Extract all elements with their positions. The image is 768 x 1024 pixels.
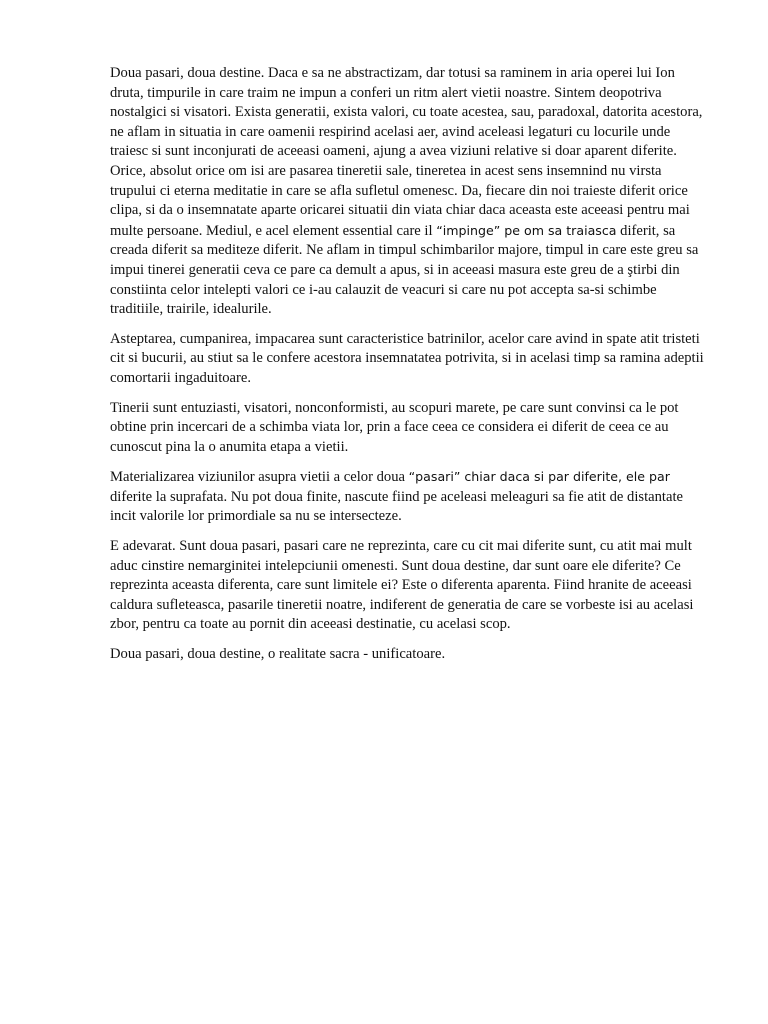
paragraph-4-text-b: “pasari” chiar daca si par diferite, ele par [408,469,670,485]
paragraph-5: E adevarat. Sunt doua pasari, pasari care ne reprezinta, care cu cit mai diferite sunt, cu atit mai mult aduc cinstire nemarginitei intelepciunii omenesti. Sunt doua destine, dar sunt oare ele diferite? Ce reprezinta aceasta diferenta, care sunt limitele ei? Este o diferenta aparenta. Fiind hranite de aceeasi caldura sufleteasca, pasarile tineretii noatre, indiferent de generatia de care se vorbeste isi au acelasi zbor, pentru ca toate au pornit din aceeasi destinatie, cu acelasi scop. [110,538,694,633]
paragraph-1-text-c: diferit, sa creada diferit sa mediteze diferit. Ne aflam in timpul schimbarilor majore, timpul in care este greu sa impui tinerei generatii ceva ce pare ca demult a apus, si in aceeasi masura este greu de a ştirbi din constiinta celor intelepti valori ce i-au calauzit de veacuri si care nu pot accepta sa-si schimbe traditiile, trairile, idealurile. [110,222,699,318]
document-body [110,64,710,675]
paragraph-1 [110,64,710,320]
paragraph-4-text-a: Materializarea viziunilor asupra vietii a celor doua [110,469,409,486]
paragraph-2: Asteptarea, cumpanirea, impacarea sunt caracteristice batrinilor, acelor care avind in spate atit tristeti cit si bucurii, au stiut sa le confere acestora insemnatatea potrivita, si in acelasi timp sa ramina adeptii comortarii ingaduitoare. [110,330,704,386]
paragraph-6: Doua pasari, doua destine, o realitate sacra - unificatoare. [110,646,446,663]
paragraph-3: Tinerii sunt entuziasti, visatori, nonconformisti, au scopuri marete, pe care sunt convinsi ca le pot obtine prin incercari de a schimba viata lor, prin a face ceea ce considera ei diferit de ceea ce au cunoscut pina la o anumita etapa a vietii. [110,399,679,455]
paragraph-4-text-c: diferite la suprafata. Nu pot doua finite, nascute fiind pe aceleasi meleaguri sa fie atit de distantate incit valorile lor primordiale sa nu se intersecteze. [110,488,683,525]
paragraph-1-text-b: “impinge” pe om sa traiasca [436,222,617,238]
paragraph-4 [110,467,710,527]
paragraph-1-text-a: Doua pasari, doua destine. Daca e sa ne abstractizam, dar totusi sa raminem in aria operei lui Ion druta, timpurile in care traim ne impun a conferi un ritm alert vietii noastre. Sintem deopotriva nostalgici si visatori. Exista generatii, exista valori, cu toate acestea, sau, paradoxal, datorita acestora, ne aflam in situatia in care oamenii respirind acelasi aer, avind aceleasi legaturi cu locurile unde traiesc si sunt inconjurati de aceeasi oameni, ajung a avea viziuni relative si doar aparent diferite. Orice, absolut orice om isi are pasarea tineretii sale, tineretea in acest sens insemnind nu virsta trupului ci eterna meditatie in care se afla sufletul omenesc. Da, fiecare din noi traieste diferit orice clipa, si da o insemnatate aparte oricarei situatii din viata chiar daca aceasta este aceeasi pentru mai multe persoane. Mediul, e acel element essential care il [110,65,703,239]
